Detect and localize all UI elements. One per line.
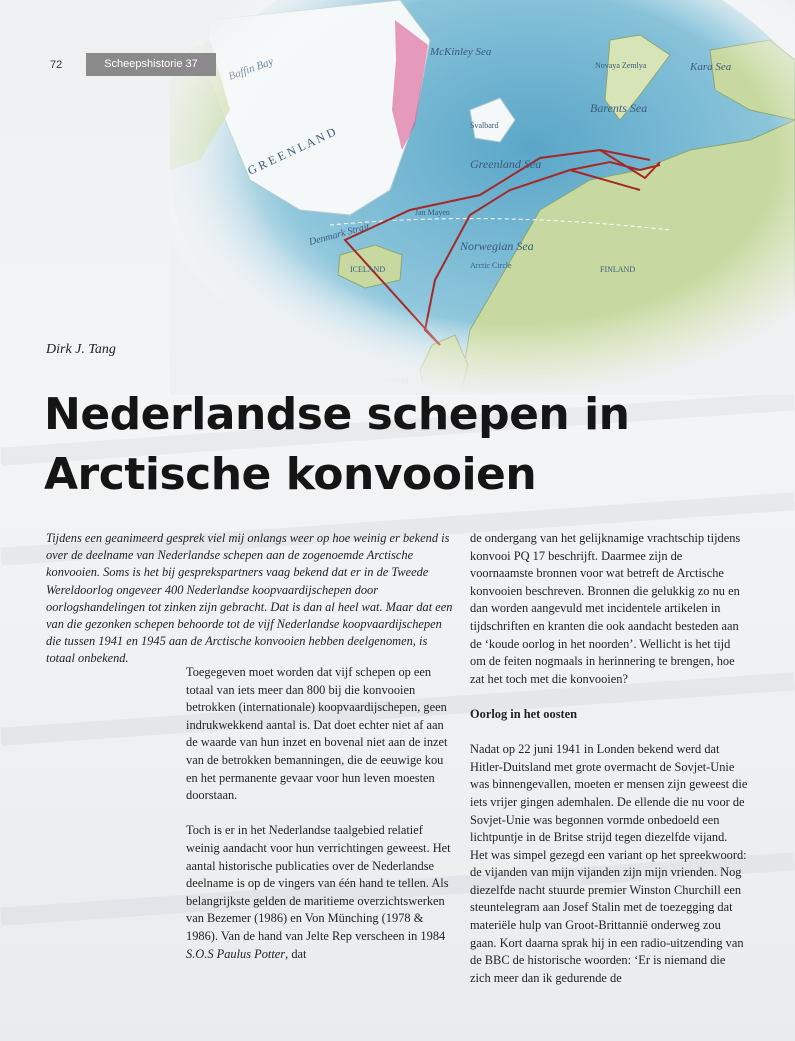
arctic-convoy-map xyxy=(170,0,795,395)
map-edge-fade xyxy=(170,0,795,395)
article-title-line1: Nederlandse schepen in xyxy=(44,389,630,440)
book-title: S.O.S Paulus Potter xyxy=(186,946,286,961)
page-number: 72 xyxy=(50,59,63,71)
paragraph-text: , dat xyxy=(285,946,307,961)
article-intro: Tijdens een geanimeerd gesprek viel mij onlangs weer op hoe weinig er bekend is over de deelname van Nederlandse schepen aan de zogenoemde Arctische konvooien. Soms is het bij gesprekspartners vaag bekend dat er in de Tweede Wereldoorlog ongeveer 400 Nederlandse koopvaardijschepen door oorlogshandelingen tot zinken zijn gebracht. Dat is dan al heel wat. Maar dat een van die gezonken schepen behoorde tot de vijf Nederlandse koopvaardijschepen die tussen 1941 en 1945 aan de Arctische konvooien hebben deelgenomen, is totaal onbekend. xyxy=(46,531,453,666)
paragraph-text: Toch is er in het Nederlandse taalgebied relatief weinig aandacht voor hun verrichtingen geweest. Het aantal historische publicaties over de Nederlandse deelname is op de vingers van één hand te tellen. Als belangrijkste gelden de maritieme overzichtswerken van Bezemer (1986) en Von Münching (1978 & 1986). Van de hand van Jelte Rep verscheen in 1984 xyxy=(186,823,451,943)
author-byline: Dirk J. Tang xyxy=(46,342,116,357)
article-title xyxy=(44,385,744,505)
section-subheading: Oorlog in het oosten xyxy=(470,706,578,721)
paragraph: Toegegeven moet worden dat vijf schepen op een totaal van iets meer dan 800 bij die konvooien betrokken (internationale) koopvaardijschepen, geen indrukwekkend aantal is. Dat doet echter niet af aan de waarde van hun inzet en bovenal niet aan de inzet van de betrokken bemanningen, die de eeuwige kou en het permanente gevaar voor hun leven moesten doorstaan. xyxy=(186,665,448,803)
paragraph: de ondergang van het gelijknamige vrachtschip tijdens konvooi PQ 17 beschrijft. Daarmee zijn de voornaamste bronnen voor wat betreft de Arctische konvooien beschreven. Bronnen die gelukkig zo nu en dan worden aangevuld met incidentele artikelen in tijdschriften en kranten die ook aandacht besteden aan de ‘koude oorlog in het noorden’. Wellicht is het tijd om de feiten nogmaals in herinnering te brengen, hoe zat het toch met die konvooien? xyxy=(470,531,741,686)
paragraph: Nadat op 22 juni 1941 in Londen bekend werd dat Hitler-Duitsland met grote overmacht de Sovjet-Unie was binnengevallen, moeten er mensen zijn geweest die iets vrijer gingen ademhalen. De ellende die nu voor de Sovjet-Unie was begonnen vormde onbedoeld een lichtpuntje in de Britse strijd tegen diezelfde vijand. Het was simpel gezegd een variant op het spreekwoord: de vijanden van mijn vijanden zijn mijn vrienden. Nog diezelfde nacht stuurde premier Winston Churchill een steuntelegram aan Josef Stalin met de toezegging dat materiële hulp van Groot-Brittannië onderweg zou gaan. Kort daarna sprak hij in een radio-uitzending van de BBC de historische woorden: ‘Er is niemand die zich meer dan ik gedurende de xyxy=(470,742,748,985)
article-title-line2: Arctische konvooien xyxy=(44,449,537,500)
section-header: Scheepshistorie 37 xyxy=(86,53,216,76)
body-column-right xyxy=(470,530,748,1005)
paragraph xyxy=(186,822,454,963)
body-column-middle xyxy=(186,664,454,981)
